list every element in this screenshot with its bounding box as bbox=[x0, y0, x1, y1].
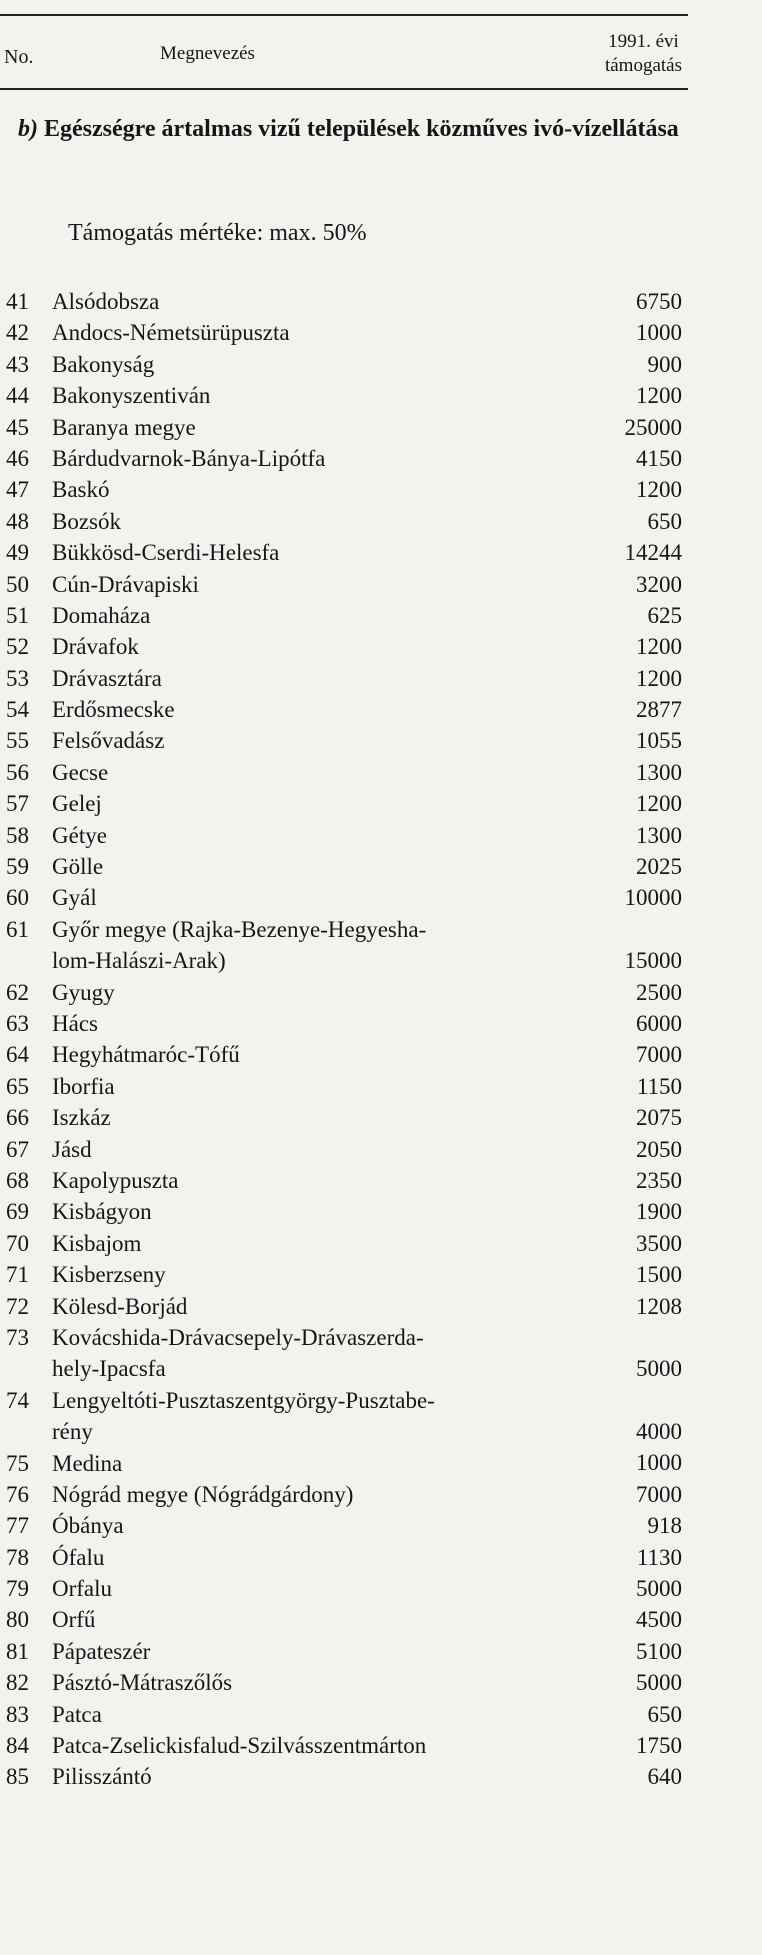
row-number: 54 bbox=[6, 697, 29, 723]
row-value: 7000 bbox=[636, 1042, 682, 1068]
row-name: Erdősmecske bbox=[52, 697, 175, 723]
row-name: Baranya megye bbox=[52, 414, 196, 440]
row-name: Óbánya bbox=[52, 1513, 124, 1539]
row-name: Patca-Zselickisfalud-Szilvásszentmárton bbox=[52, 1733, 427, 1759]
row-name-continuation: lom-Halászi-Arak) bbox=[52, 948, 226, 974]
row-value: 1000 bbox=[636, 320, 682, 346]
row-name: Kisbajom bbox=[52, 1230, 142, 1256]
table-row bbox=[0, 694, 688, 725]
row-name: Gölle bbox=[52, 854, 104, 880]
row-name: Nógrád megye (Nógrádgárdony) bbox=[52, 1481, 354, 1507]
row-number: 69 bbox=[6, 1199, 29, 1225]
table-row bbox=[0, 1636, 688, 1667]
table-row bbox=[0, 1291, 688, 1322]
row-name: Győr megye (Rajka-Bezenye-Hegyesha- bbox=[52, 916, 427, 942]
row-name: Kisberzseny bbox=[52, 1262, 166, 1288]
row-number: 83 bbox=[6, 1701, 29, 1727]
row-value: 1200 bbox=[636, 665, 682, 691]
row-value: 1055 bbox=[636, 728, 682, 754]
header-year-line1: 1991. évi bbox=[608, 31, 679, 52]
row-name: Bárdudvarnok-Bánya-Lipótfa bbox=[52, 445, 326, 471]
row-name: Ófalu bbox=[52, 1544, 105, 1570]
row-value: 1200 bbox=[636, 634, 682, 660]
row-number: 85 bbox=[6, 1764, 29, 1790]
table-row bbox=[0, 1761, 688, 1792]
row-name: Hegyhátmaróc-Tófű bbox=[52, 1042, 240, 1068]
table-row bbox=[0, 317, 688, 348]
row-value: 25000 bbox=[624, 414, 682, 440]
row-name: Domaháza bbox=[52, 602, 151, 628]
row-number: 47 bbox=[6, 477, 29, 503]
row-value: 15000 bbox=[624, 948, 682, 974]
row-name: Gyugy bbox=[52, 979, 115, 1005]
row-value: 1300 bbox=[636, 822, 682, 848]
row-value: 5000 bbox=[636, 1576, 682, 1602]
row-value: 2050 bbox=[636, 1136, 682, 1162]
row-name: Kisbágyon bbox=[52, 1199, 152, 1225]
table-row bbox=[0, 1008, 688, 1039]
row-value: 918 bbox=[647, 1513, 682, 1539]
row-name: Bükkösd-Cserdi-Helesfa bbox=[52, 540, 280, 566]
table-row bbox=[0, 1510, 688, 1541]
row-name: Hács bbox=[52, 1011, 98, 1036]
row-value: 2500 bbox=[636, 979, 682, 1005]
row-name: Gyál bbox=[52, 885, 97, 911]
row-value: 2075 bbox=[636, 1105, 682, 1131]
row-number: 53 bbox=[6, 665, 29, 691]
row-number: 66 bbox=[6, 1105, 29, 1131]
row-number: 50 bbox=[6, 571, 29, 597]
table-row bbox=[0, 506, 688, 537]
table-row bbox=[0, 600, 688, 631]
row-value: 6750 bbox=[636, 288, 682, 314]
table-row bbox=[0, 474, 688, 505]
header-name: Megnevezés bbox=[160, 43, 255, 64]
row-number: 78 bbox=[6, 1544, 29, 1570]
table-row bbox=[0, 286, 688, 317]
row-value: 4150 bbox=[636, 445, 682, 471]
row-value: 3500 bbox=[636, 1230, 682, 1256]
row-name: Kapolypuszta bbox=[52, 1167, 179, 1193]
row-number: 77 bbox=[6, 1513, 29, 1539]
table-row bbox=[0, 1730, 688, 1761]
row-number: 51 bbox=[6, 602, 29, 628]
row-name: Kovácshida-Drávacsepely-Drávaszerda- bbox=[52, 1324, 424, 1350]
row-value: 1208 bbox=[636, 1293, 682, 1319]
table-row bbox=[0, 663, 688, 694]
row-name: Iszkáz bbox=[52, 1105, 111, 1131]
row-number: 58 bbox=[6, 822, 29, 848]
table-row bbox=[0, 914, 688, 977]
row-name: Iborfia bbox=[52, 1073, 115, 1099]
row-value: 1900 bbox=[636, 1199, 682, 1225]
row-value: 7000 bbox=[636, 1481, 682, 1507]
row-name: Alsódobsza bbox=[52, 289, 160, 314]
section-heading bbox=[18, 112, 688, 146]
row-name: Drávafok bbox=[52, 634, 139, 660]
row-number: 49 bbox=[6, 540, 29, 566]
header-year bbox=[605, 30, 682, 78]
row-number: 70 bbox=[6, 1230, 29, 1256]
row-name: Pilisszántó bbox=[52, 1764, 152, 1790]
table-row bbox=[0, 631, 688, 662]
row-value: 4500 bbox=[636, 1607, 682, 1633]
row-name: Cún-Drávapiski bbox=[52, 571, 199, 597]
row-number: 45 bbox=[6, 414, 29, 440]
row-value: 650 bbox=[647, 1701, 682, 1727]
row-number: 82 bbox=[6, 1670, 29, 1696]
row-number: 62 bbox=[6, 979, 29, 1005]
row-number: 43 bbox=[6, 351, 29, 377]
row-number: 72 bbox=[6, 1293, 29, 1319]
section-title: Egészségre ártalmas vizű települések közműves ivó-vízellátása bbox=[44, 116, 679, 142]
row-value: 1750 bbox=[636, 1733, 682, 1758]
row-number: 76 bbox=[6, 1481, 29, 1507]
row-value: 1200 bbox=[636, 791, 682, 817]
row-name: Felsővadász bbox=[52, 728, 165, 754]
row-number: 52 bbox=[6, 634, 29, 660]
row-name: Jásd bbox=[52, 1136, 92, 1162]
row-value: 1130 bbox=[636, 1544, 682, 1570]
row-name: Patca bbox=[52, 1701, 102, 1727]
row-number: 59 bbox=[6, 854, 29, 880]
row-value: 2350 bbox=[636, 1167, 682, 1193]
row-name: Pápateszér bbox=[52, 1638, 151, 1664]
table-row bbox=[0, 788, 688, 819]
row-name: Gétye bbox=[52, 822, 107, 848]
row-value: 1200 bbox=[636, 383, 682, 409]
table-row bbox=[0, 1134, 688, 1165]
row-name: Bakonyszentiván bbox=[52, 383, 211, 409]
table-row bbox=[0, 851, 688, 882]
row-value: 6000 bbox=[636, 1010, 682, 1036]
row-number: 63 bbox=[6, 1011, 29, 1036]
settlement-table bbox=[0, 286, 688, 1793]
row-number: 67 bbox=[6, 1136, 29, 1162]
row-name-continuation: hely-Ipacsfa bbox=[52, 1356, 166, 1382]
row-name: Gelej bbox=[52, 791, 102, 817]
row-name: Bakonyság bbox=[52, 351, 155, 377]
row-name: Pásztó-Mátraszőlős bbox=[52, 1670, 233, 1696]
section-letter: b) bbox=[18, 116, 38, 142]
row-number: 79 bbox=[6, 1576, 29, 1602]
row-value: 5100 bbox=[636, 1638, 682, 1664]
table-row bbox=[0, 1667, 688, 1698]
row-value: 640 bbox=[647, 1764, 682, 1790]
row-value: 900 bbox=[647, 351, 682, 377]
header-year-line2: támogatás bbox=[604, 55, 682, 76]
row-number: 60 bbox=[6, 885, 29, 911]
table-row bbox=[0, 1102, 688, 1133]
row-number: 81 bbox=[6, 1638, 29, 1664]
row-number: 56 bbox=[6, 759, 29, 785]
row-number: 48 bbox=[6, 508, 29, 534]
row-value: 4000 bbox=[636, 1419, 682, 1445]
table-row bbox=[0, 1699, 688, 1730]
row-name: Kölesd-Borjád bbox=[52, 1293, 188, 1319]
row-value: 5000 bbox=[636, 1356, 682, 1382]
table-row bbox=[0, 412, 688, 443]
table-row bbox=[0, 977, 688, 1008]
table-row bbox=[0, 349, 688, 380]
row-value: 3200 bbox=[636, 571, 682, 597]
table-row bbox=[0, 882, 688, 913]
table-row bbox=[0, 569, 688, 600]
table-row bbox=[0, 1542, 688, 1573]
row-name: Andocs-Németsürüpuszta bbox=[52, 320, 290, 346]
table-row bbox=[0, 1604, 688, 1635]
row-name: Drávasztára bbox=[52, 665, 162, 691]
row-number: 64 bbox=[6, 1042, 29, 1068]
row-value: 2877 bbox=[636, 697, 682, 723]
table-row bbox=[0, 1385, 688, 1448]
table-row bbox=[0, 1228, 688, 1259]
row-value: 1200 bbox=[636, 477, 682, 503]
row-value: 1000 bbox=[636, 1450, 682, 1476]
row-number: 42 bbox=[6, 320, 29, 346]
row-name: Baskó bbox=[52, 477, 110, 503]
row-value: 1300 bbox=[636, 759, 682, 785]
row-value: 10000 bbox=[624, 885, 682, 911]
table-row bbox=[0, 1259, 688, 1290]
row-number: 55 bbox=[6, 728, 29, 754]
row-value: 2025 bbox=[636, 854, 682, 880]
row-number: 61 bbox=[6, 916, 29, 942]
row-number: 68 bbox=[6, 1167, 29, 1193]
table-row bbox=[0, 1039, 688, 1070]
row-number: 46 bbox=[6, 445, 29, 471]
row-number: 80 bbox=[6, 1607, 29, 1633]
row-value: 625 bbox=[647, 602, 682, 628]
table-row bbox=[0, 443, 688, 474]
row-value: 14244 bbox=[624, 540, 682, 566]
table-header bbox=[0, 14, 688, 90]
row-name: Lengyeltóti-Pusztaszentgyörgy-Pusztabe- bbox=[52, 1387, 435, 1413]
row-value: 5000 bbox=[636, 1670, 682, 1696]
table-row bbox=[0, 1196, 688, 1227]
table-row bbox=[0, 1165, 688, 1196]
support-rate: Támogatás mértéke: max. 50% bbox=[68, 220, 367, 246]
table-row bbox=[0, 725, 688, 756]
table-row bbox=[0, 1448, 688, 1479]
table-row bbox=[0, 380, 688, 411]
row-number: 74 bbox=[6, 1387, 29, 1413]
row-value: 1150 bbox=[636, 1073, 682, 1099]
row-name: Orfalu bbox=[52, 1576, 113, 1602]
row-number: 73 bbox=[6, 1324, 29, 1350]
row-number: 57 bbox=[6, 791, 29, 817]
table-row bbox=[0, 537, 688, 568]
table-row bbox=[0, 1479, 688, 1510]
table-row bbox=[0, 1322, 688, 1385]
row-name: Gecse bbox=[52, 759, 109, 785]
row-value: 1500 bbox=[636, 1262, 682, 1288]
table-row bbox=[0, 757, 688, 788]
row-number: 84 bbox=[6, 1733, 29, 1759]
table-row bbox=[0, 1573, 688, 1604]
table-row bbox=[0, 820, 688, 851]
row-name: Orfű bbox=[52, 1607, 96, 1633]
row-number: 65 bbox=[6, 1073, 29, 1099]
row-name: Medina bbox=[52, 1450, 123, 1476]
header-no: No. bbox=[4, 46, 34, 68]
row-number: 75 bbox=[6, 1450, 29, 1476]
row-number: 71 bbox=[6, 1262, 29, 1288]
row-name-continuation: rény bbox=[52, 1419, 93, 1445]
row-name: Bozsók bbox=[52, 508, 121, 534]
row-number: 44 bbox=[6, 383, 29, 409]
table-row bbox=[0, 1071, 688, 1102]
row-value: 650 bbox=[647, 508, 682, 534]
row-number: 41 bbox=[6, 289, 29, 314]
